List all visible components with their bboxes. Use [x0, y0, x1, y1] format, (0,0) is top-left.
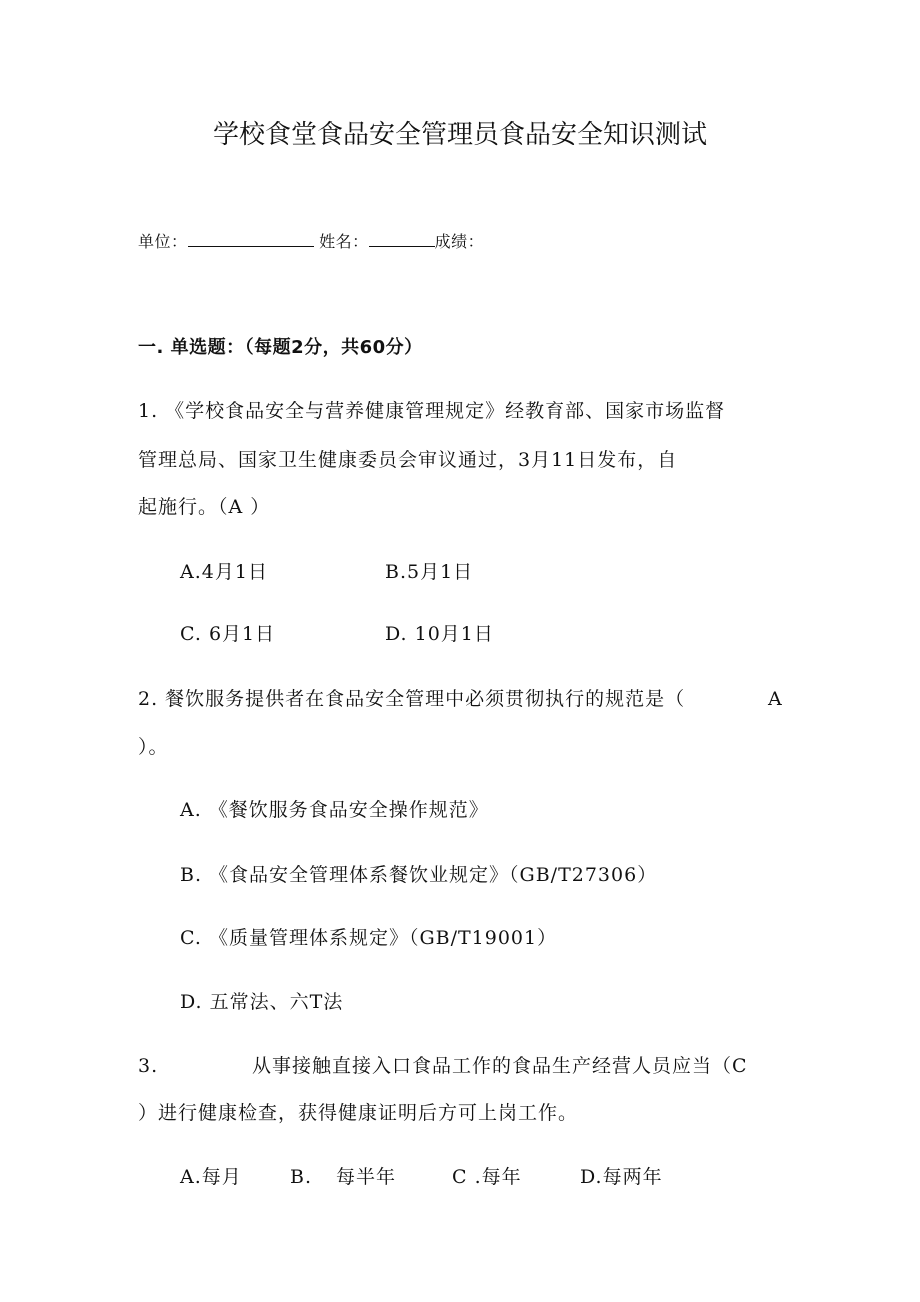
q3-number: 3. — [138, 1055, 159, 1077]
name-blank[interactable] — [369, 230, 435, 247]
q2-answer: A — [768, 688, 783, 710]
unit-blank[interactable] — [188, 230, 314, 247]
document-title: 学校食堂食品安全管理员食品安全知识测试 — [212, 120, 707, 150]
q3-option-c: C .每年 — [452, 1166, 522, 1188]
q3-line1: 从事接触直接入口食品工作的食品生产经营人员应当（C — [252, 1055, 748, 1077]
q1-option-c: C. 6月1日 — [180, 623, 276, 645]
q3-option-d: D.每两年 — [580, 1166, 663, 1188]
q2-option-b: B. 《食品安全管理体系餐饮业规定》（GB/T27306） — [180, 864, 658, 886]
q2-line2: ）。 — [138, 736, 169, 758]
name-label: 姓名： — [319, 232, 369, 251]
q1-option-d: D. 10月1日 — [385, 623, 494, 645]
q1-line1: 1. 《学校食品安全与营养健康管理规定》经教育部、国家市场监督 — [138, 400, 726, 422]
q1-option-b: B.5月1日 — [385, 561, 474, 583]
q3-line2: ）进行健康检查，获得健康证明后方可上岗工作。 — [138, 1102, 579, 1124]
section-heading: 一. 单选题：（每题2分，共60分） — [138, 337, 423, 358]
q3-option-b-text: 每半年 — [336, 1166, 397, 1188]
q2-option-c: C. 《质量管理体系规定》（GB/T19001） — [180, 927, 558, 949]
q2-line1: 2. 餐饮服务提供者在食品安全管理中必须贯彻执行的规范是（ — [138, 688, 686, 710]
q3-option-b-letter: B. — [290, 1166, 313, 1188]
q2-option-d: D. 五常法、六T法 — [180, 991, 344, 1013]
q1-line3: 起施行。（A ） — [138, 496, 271, 518]
q3-option-a: A.每月 — [180, 1166, 242, 1188]
header-fields — [138, 230, 484, 254]
q1-line2: 管理总局、国家卫生健康委员会审议通过，3月11日发布，自 — [138, 449, 678, 471]
score-label: 成绩： — [434, 232, 485, 251]
unit-label: 单位： — [138, 232, 188, 251]
q1-option-a: A.4月1日 — [180, 561, 268, 583]
q2-option-a: A. 《餐饮服务食品安全操作规范》 — [180, 799, 489, 821]
